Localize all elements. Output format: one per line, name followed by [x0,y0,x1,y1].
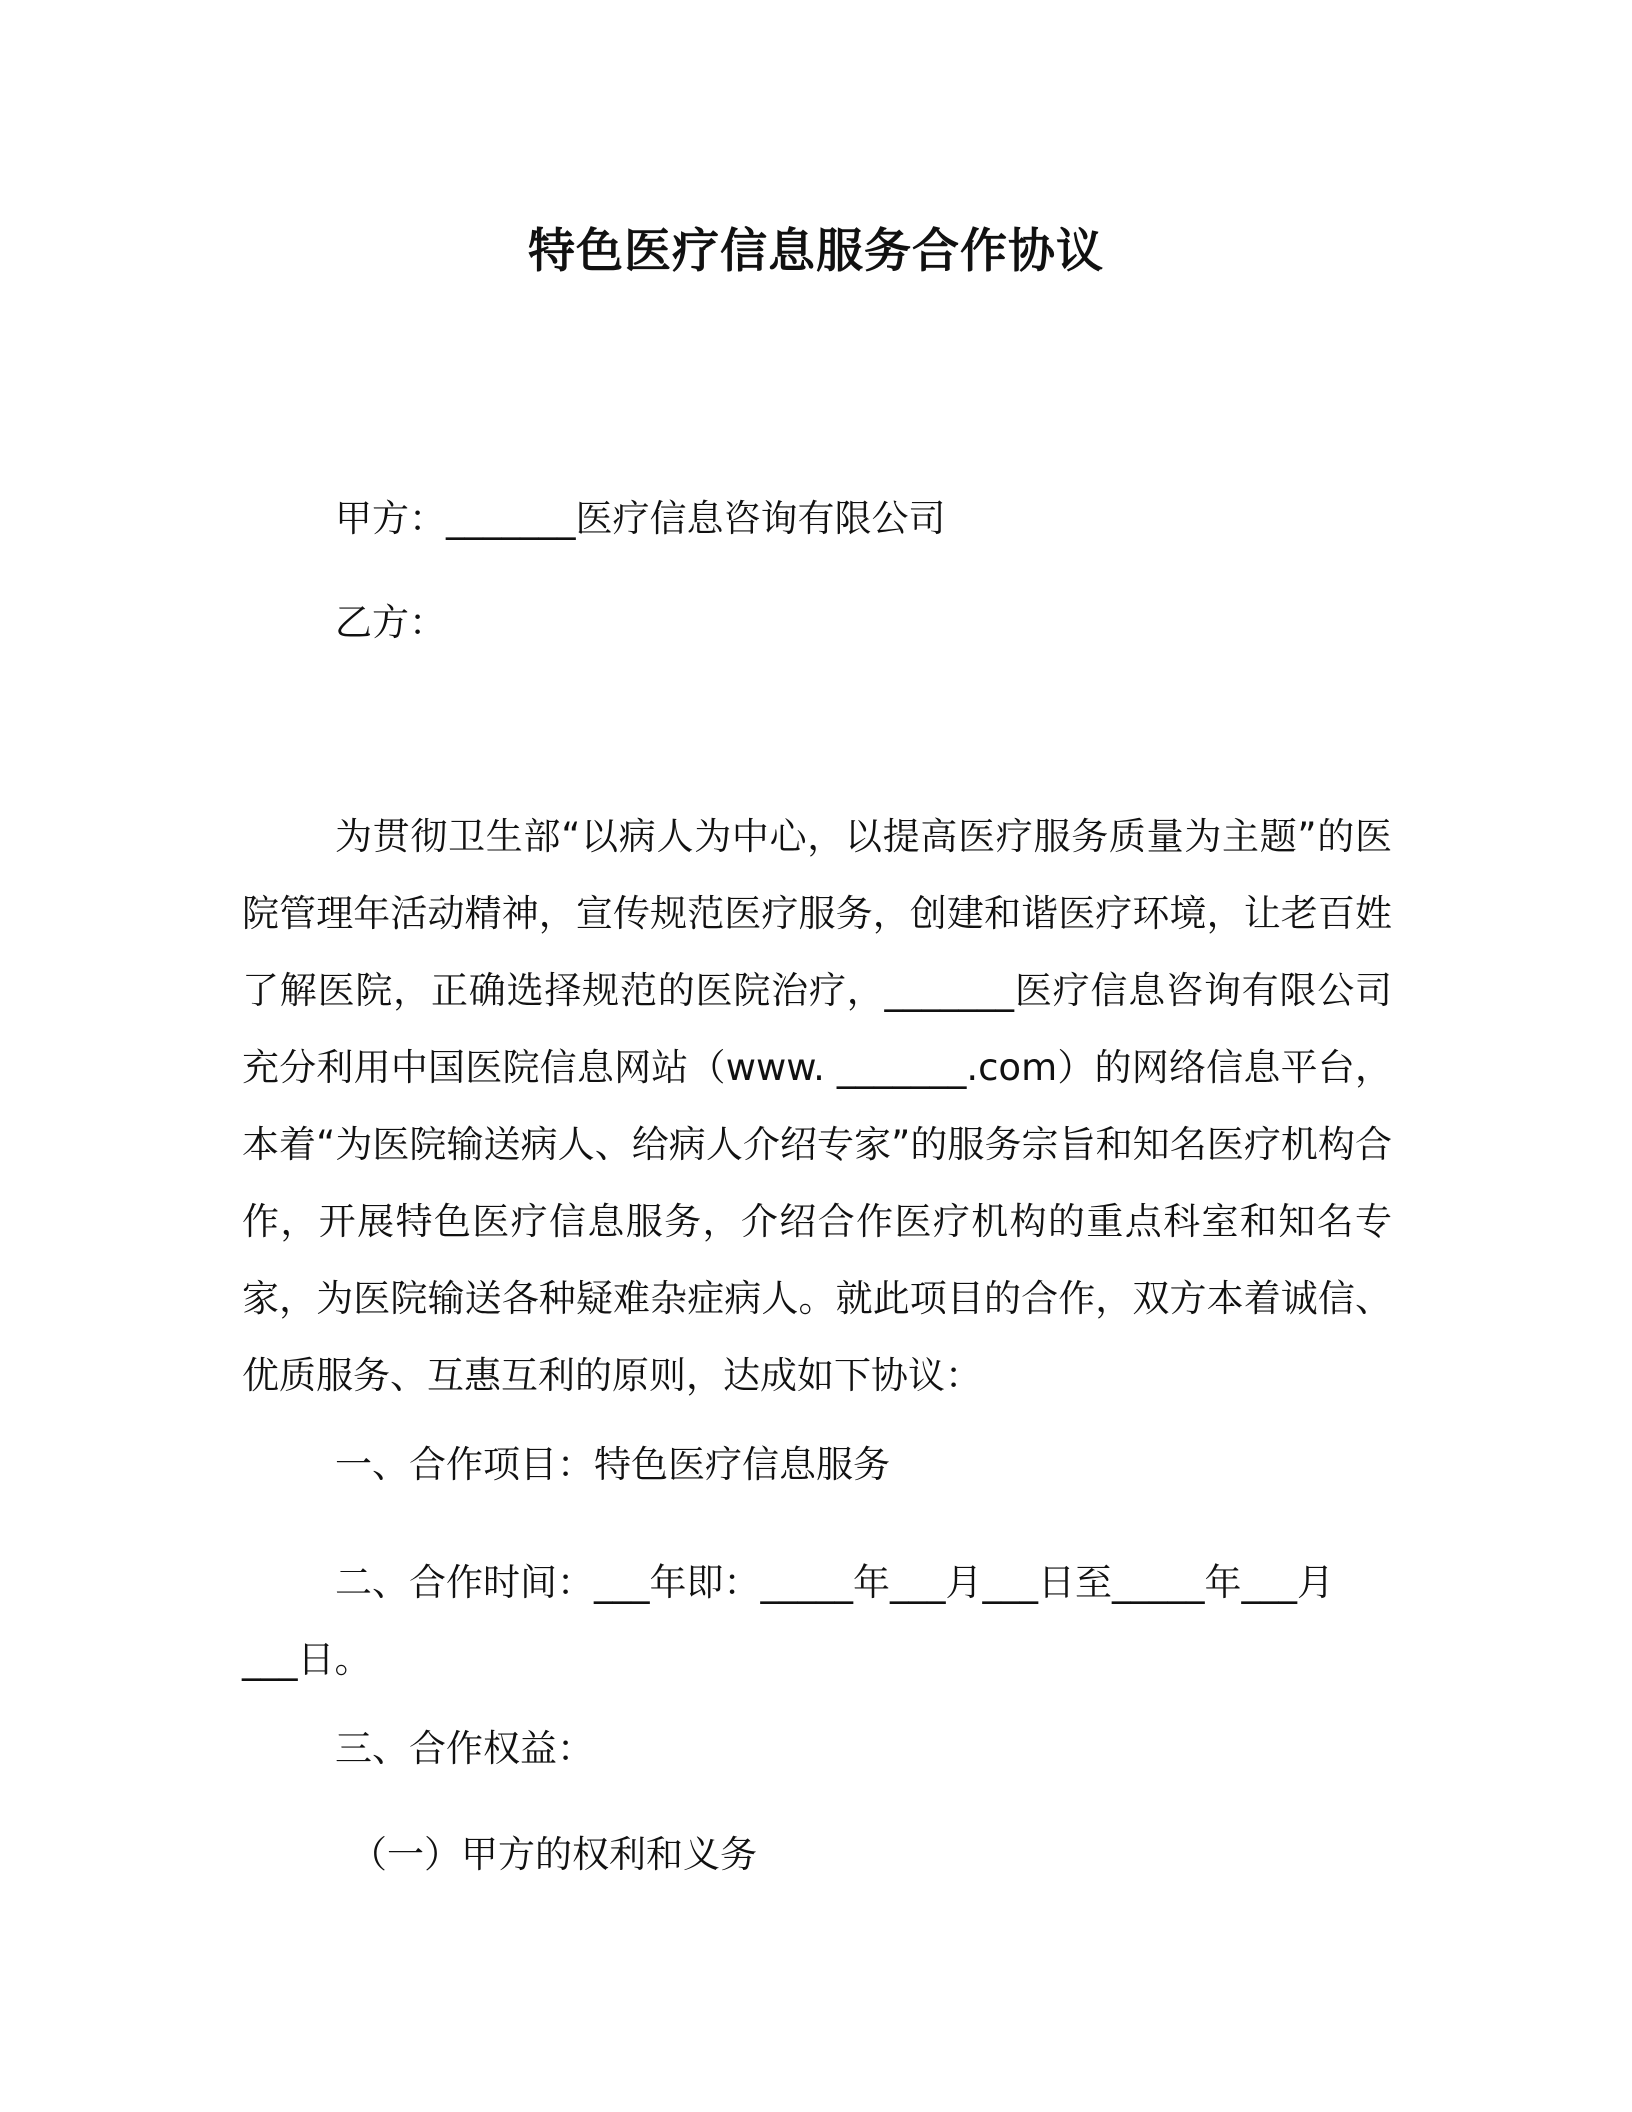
party-a-line: 甲方：_______医疗信息咨询有限公司 [335,497,946,540]
section-cooperation-project: 一、合作项目：特色医疗信息服务 [335,1443,890,1486]
party-b-line: 乙方： [335,601,446,644]
subsection-party-a-rights: （一）甲方的权利和义务 [350,1833,757,1876]
intro-paragraph: 为贯彻卫生部“以病人为中心，以提高医疗服务质量为主题”的医院管理年活动精神，宣传规范医疗服务，创建和谐医疗环境，让老百姓了解医院，正确选择规范的医院治疗，_______医疗信息咨询有限公司充分利用中国医院信息网站（www. _______.com）的网络信息平台，本着“为医院输送病人、给病人介绍专家”的服务宗旨和知名医疗机构合作，开展特色医疗信息服务，介绍合作医疗机构的重点科室和知名专家，为医院输送各种疑难杂症病人。就此项目的合作，双方本着诚信、优质服务、互惠互利的原则，达成如下协议： [242,815,1392,1397]
document-title: 特色医疗信息服务合作协议 [528,224,1104,279]
section-cooperation-rights: 三、合作权益： [335,1727,594,1770]
section-cooperation-time: 二、合作时间：___年即：_____年___月___日至_____年___月___日。 [242,1561,1334,1681]
